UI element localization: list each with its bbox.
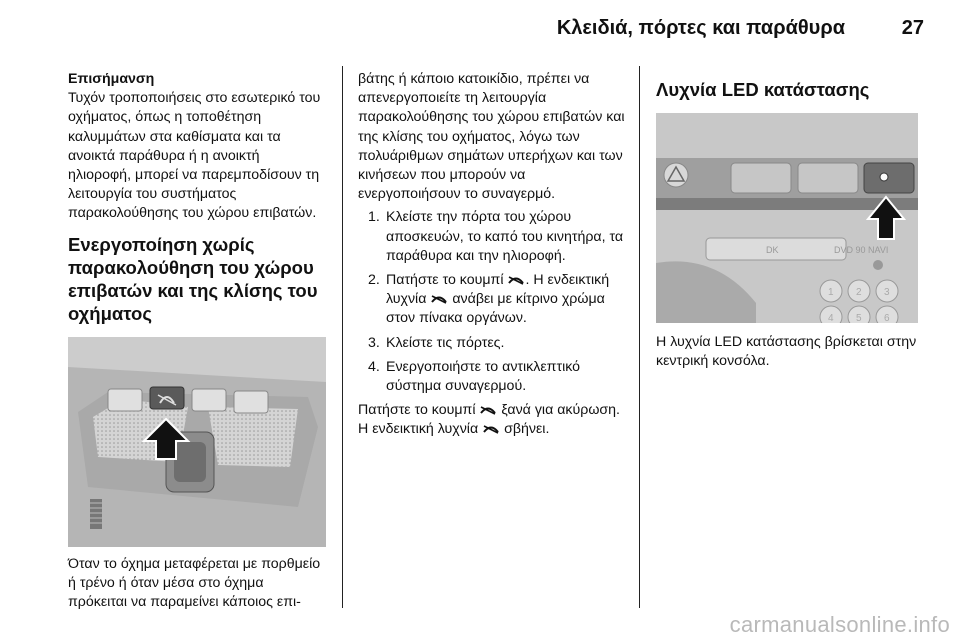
paragraph-text: Όταν το όχημα μεταφέρεται με πορθμείο ή τρένο ή όταν μέσα στο όχημα πρόκειται να παραμείνει κάποιος επι- <box>68 555 321 611</box>
note-body: Τυχόν τροποποιήσεις στο εσωτερικό του οχήματος, όπως η τοποθέτηση καλυμμάτων στα καθίσματα και τα ανοικτά παράθυρα ή η ανοικτή ηλιοροφή, μπορεί να παρεμποδίσουν τη λειτουργία του συστήματος παρακολούθησης του χώρου επιβατών. <box>68 90 321 222</box>
column-3 <box>656 70 922 371</box>
paragraph-text: Πατήστε το κουμπί ξανά για ακύρωση. Η ενδεικτική λυχνία σβήνει. <box>358 402 620 438</box>
section-heading: Ενεργοποίηση χωρίς παρακολούθηση του χώρου επιβατών και της κλίσης του οχήματος <box>68 233 318 324</box>
vehicle-tilt-icon <box>479 404 497 416</box>
vehicle-tilt-icon <box>482 423 500 435</box>
keypad <box>820 280 898 323</box>
figure-caption: Η λυχνία LED κατάστασης βρίσκεται στην κεντρική κονσόλα. <box>656 334 917 370</box>
column-divider <box>342 66 343 608</box>
section-heading: Λυχνία LED κατάστασης <box>656 79 870 100</box>
watermark: carmanualsonline.info <box>729 612 950 637</box>
nav-label: DVD 90 NAVI <box>834 245 889 255</box>
svg-text:3: 3 <box>884 287 890 298</box>
overhead-console-illustration <box>68 337 326 547</box>
column-1 <box>68 70 326 612</box>
vehicle-tilt-icon <box>430 293 448 305</box>
list-item: 4. Ενεργοποιήστε το αντικλεπτικό σύστημα συναγερμού. <box>368 358 581 395</box>
list-item: 2. Πατήστε το κουμπί . Η ενδεικτική λυχνία ανάβει με κίτρινο χρώμα στον πίνακα οργάνων. <box>368 272 610 327</box>
console-figure <box>68 337 326 547</box>
svg-text:6: 6 <box>884 313 890 323</box>
steps-list <box>358 208 626 396</box>
svg-text:2: 2 <box>856 287 862 298</box>
column-divider <box>639 66 640 608</box>
dk-label: DK <box>766 245 779 255</box>
column-2 <box>358 70 626 440</box>
header-title: Κλειδιά, πόρτες και παράθυρα <box>556 17 845 39</box>
center-console-illustration <box>656 113 918 323</box>
page-header <box>0 0 960 48</box>
page-number: 27 <box>901 17 924 39</box>
svg-text:1: 1 <box>828 287 834 298</box>
note-title: Επισήμανση <box>68 71 155 87</box>
list-item: 1. Κλείστε την πόρτα του χώρου αποσκευών, το καπό του κινητήρα, τα παράθυρα και την ηλιοροφή. <box>368 209 624 264</box>
paragraph-text: βάτης ή κάποιο κατοικίδιο, πρέπει να απενεργοποιείτε τη λειτουργία παρακολούθησης του χώρου επιβατών και της κλίσης του οχήματος, λόγω των πολυάριθμων σημάτων υπερήχων και των κινήσεων που μπορούν να ενεργοποιήσουν το συναγερμό. <box>358 71 625 203</box>
svg-text:5: 5 <box>856 313 862 323</box>
vehicle-tilt-icon <box>507 274 525 286</box>
center-console-figure <box>656 113 918 323</box>
svg-text:4: 4 <box>828 313 834 323</box>
list-item: 3. Κλείστε τις πόρτες. <box>368 334 505 351</box>
